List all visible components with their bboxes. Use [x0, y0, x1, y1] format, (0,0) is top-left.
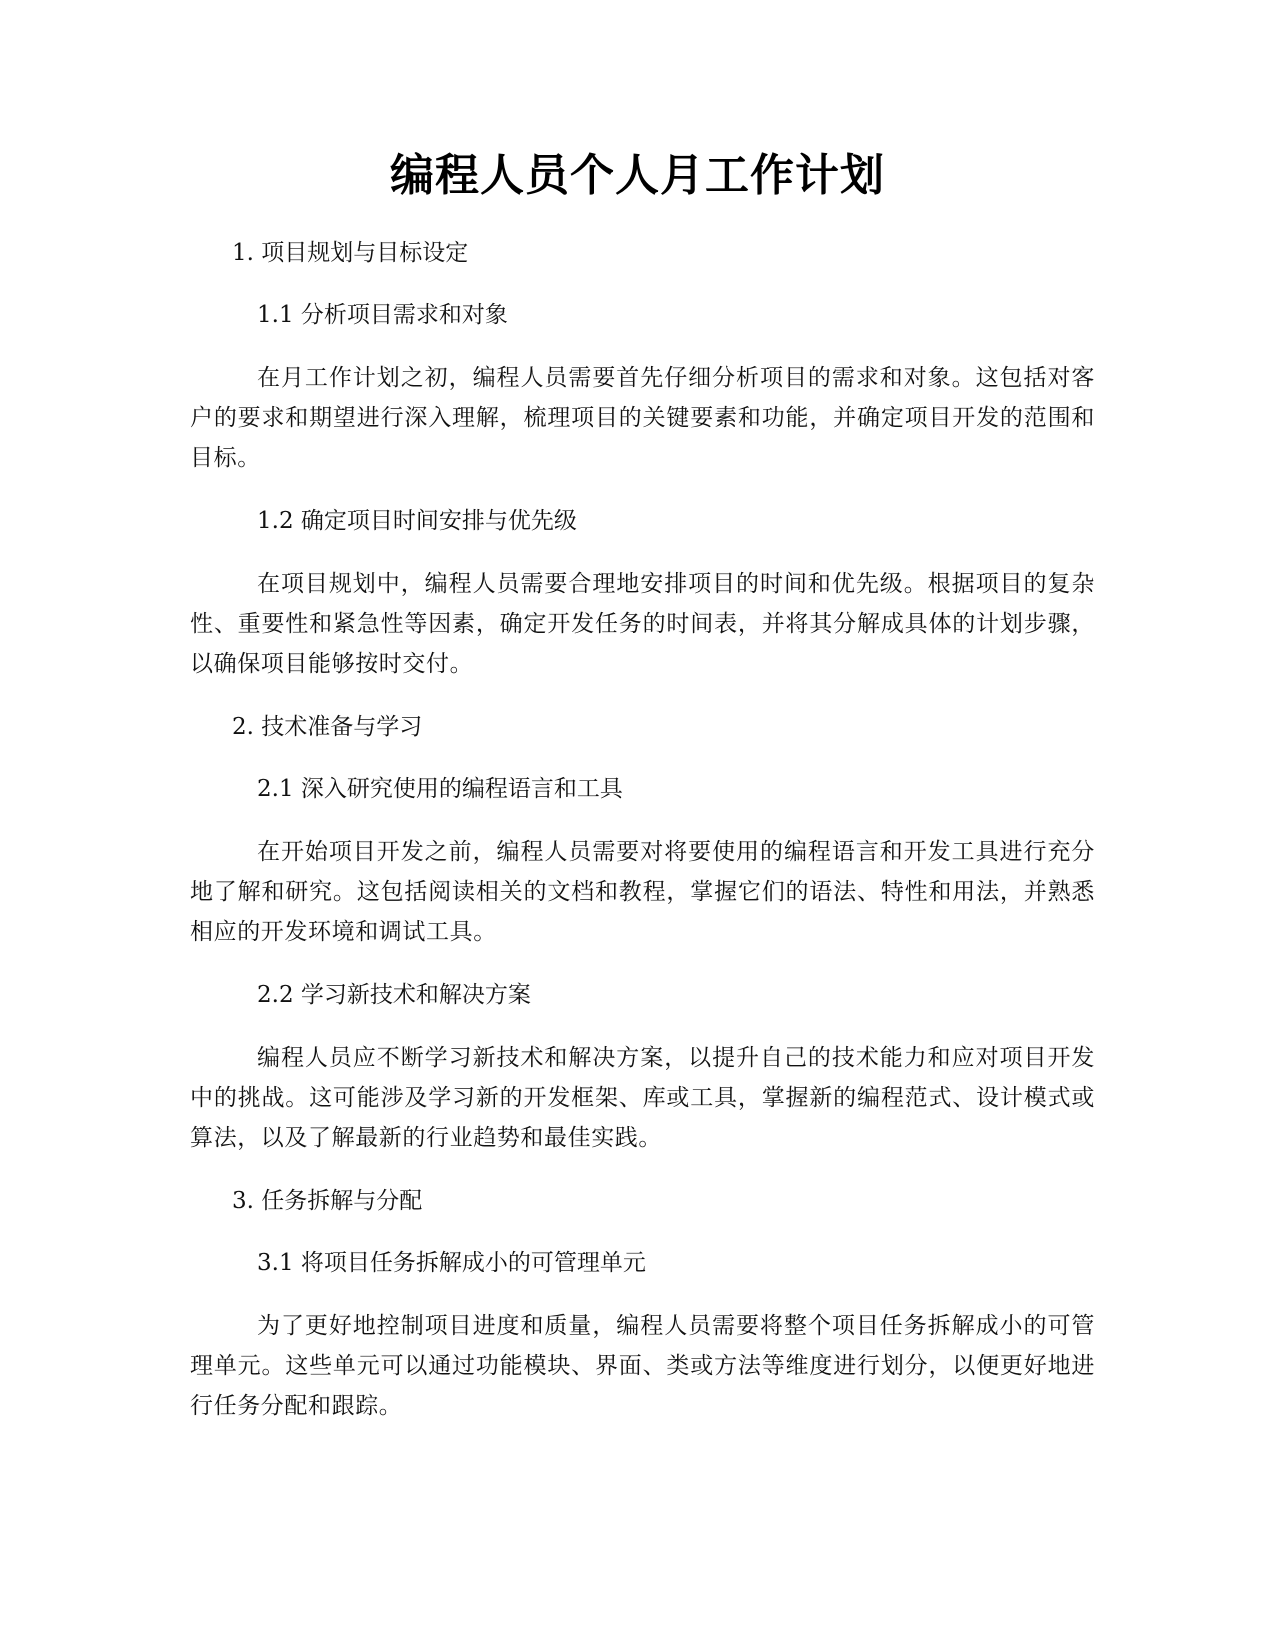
section-1-heading: 1. 项目规划与目标设定 [232, 240, 469, 266]
section-2-2-heading: 2.2 学习新技术和解决方案 [257, 982, 531, 1008]
section-1-2-heading: 1.2 确定项目时间安排与优先级 [257, 508, 577, 534]
section-2-2-paragraph: 编程人员应不断学习新技术和解决方案，以提升自己的技术能力和应对项目开发中的挑战。这可能涉及学习新的开发框架、库或工具，掌握新的编程范式、设计模式或算法，以及了解最新的行业趋势和最佳实践。 [190, 1045, 1095, 1151]
document-title: 编程人员个人月工作计划 [390, 150, 885, 201]
section-3-1-heading: 3.1 将项目任务拆解成小的可管理单元 [257, 1250, 646, 1276]
section-2-1-heading: 2.1 深入研究使用的编程语言和工具 [257, 776, 623, 802]
section-1-2-paragraph: 在项目规划中，编程人员需要合理地安排项目的时间和优先级。根据项目的复杂性、重要性和紧急性等因素，确定开发任务的时间表，并将其分解成具体的计划步骤，以确保项目能够按时交付。 [190, 571, 1095, 677]
section-2-heading: 2. 技术准备与学习 [232, 714, 423, 740]
section-1-1-paragraph: 在月工作计划之初，编程人员需要首先仔细分析项目的需求和对象。这包括对客户的要求和期望进行深入理解，梳理项目的关键要素和功能，并确定项目开发的范围和目标。 [190, 365, 1095, 471]
section-3-heading: 3. 任务拆解与分配 [232, 1188, 423, 1214]
section-1-1-heading: 1.1 分析项目需求和对象 [257, 302, 508, 328]
section-3-1-paragraph: 为了更好地控制项目进度和质量，编程人员需要将整个项目任务拆解成小的可管理单元。这些单元可以通过功能模块、界面、类或方法等维度进行划分，以便更好地进行任务分配和跟踪。 [190, 1313, 1095, 1419]
section-2-1-paragraph: 在开始项目开发之前，编程人员需要对将要使用的编程语言和开发工具进行充分地了解和研究。这包括阅读相关的文档和教程，掌握它们的语法、特性和用法，并熟悉相应的开发环境和调试工具。 [190, 839, 1095, 945]
